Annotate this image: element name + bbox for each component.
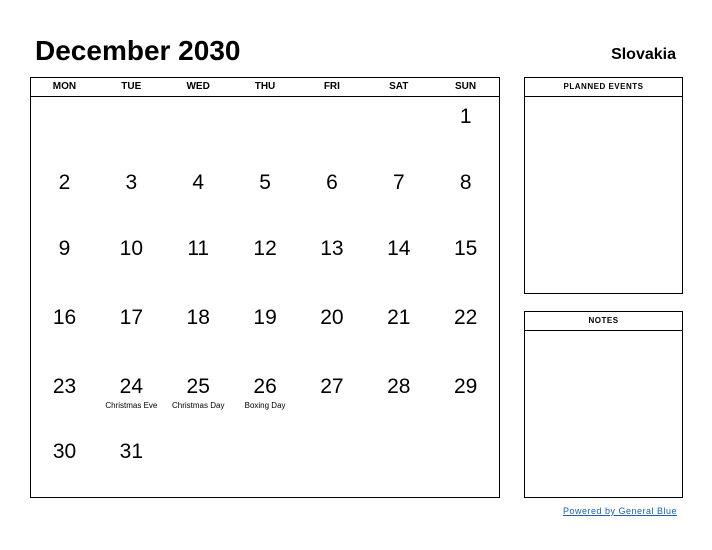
day-cell bbox=[232, 375, 299, 411]
holiday-label: Boxing Day bbox=[244, 401, 286, 410]
weekday-mon: MON bbox=[52, 81, 77, 92]
day-number: 2 bbox=[58, 171, 71, 194]
calendar-grid bbox=[30, 77, 500, 498]
weekday-sun: SUN bbox=[455, 81, 477, 92]
day-number: 12 bbox=[253, 237, 277, 260]
day-number: 30 bbox=[52, 440, 77, 463]
day-number: 20 bbox=[320, 306, 344, 329]
day-cell bbox=[165, 237, 232, 261]
day-number: 24 bbox=[119, 375, 144, 398]
day-number: 5 bbox=[259, 171, 271, 194]
day-number: 19 bbox=[253, 306, 277, 329]
weekday-tue: TUE bbox=[121, 81, 142, 92]
day-cell bbox=[98, 306, 165, 330]
day-number: 26 bbox=[253, 375, 277, 398]
day-cell bbox=[365, 375, 432, 399]
day-number: 3 bbox=[125, 171, 138, 194]
day-cell bbox=[432, 375, 499, 399]
notes-panel bbox=[524, 311, 683, 498]
day-number: 6 bbox=[326, 171, 338, 194]
day-number: 11 bbox=[187, 237, 210, 260]
day-cell bbox=[232, 306, 299, 330]
day-number: 13 bbox=[320, 237, 344, 260]
day-cell bbox=[432, 237, 499, 261]
day-number: 31 bbox=[119, 440, 144, 463]
day-cell bbox=[365, 237, 432, 261]
weekday-header-row bbox=[31, 78, 499, 97]
day-number: 27 bbox=[320, 375, 344, 398]
day-cell bbox=[298, 306, 365, 330]
day-number: 28 bbox=[387, 375, 411, 398]
day-cell bbox=[165, 375, 232, 411]
notes-heading: NOTES bbox=[525, 312, 682, 331]
day-number: 18 bbox=[186, 306, 210, 329]
day-number: 17 bbox=[119, 306, 144, 329]
day-cell bbox=[298, 171, 365, 195]
day-cell bbox=[31, 375, 98, 399]
day-cell bbox=[31, 440, 98, 464]
weekday-sat: SAT bbox=[389, 81, 409, 92]
day-number: 7 bbox=[392, 171, 405, 194]
calendar-body bbox=[31, 97, 499, 497]
day-cell bbox=[98, 171, 165, 195]
day-cell bbox=[31, 306, 98, 330]
day-number: 9 bbox=[58, 237, 71, 260]
day-cell bbox=[298, 375, 365, 399]
day-number: 4 bbox=[192, 171, 205, 194]
powered-by-link[interactable]: Powered by General Blue bbox=[562, 506, 677, 516]
day-cell bbox=[31, 237, 98, 261]
day-number: 29 bbox=[453, 375, 478, 398]
day-cell bbox=[232, 237, 299, 261]
day-number: 8 bbox=[459, 171, 472, 194]
day-cell bbox=[98, 440, 165, 464]
day-number: 15 bbox=[453, 237, 478, 260]
country-label: Slovakia bbox=[611, 46, 676, 63]
planned-events-panel bbox=[524, 77, 683, 294]
day-cell bbox=[232, 171, 299, 195]
day-cell bbox=[432, 105, 499, 129]
day-number: 14 bbox=[387, 237, 411, 260]
day-cell bbox=[165, 171, 232, 195]
day-cell bbox=[432, 171, 499, 195]
day-number: 1 bbox=[459, 105, 472, 128]
day-number: 16 bbox=[52, 306, 77, 329]
day-cell bbox=[98, 375, 165, 411]
weekday-thu: THU bbox=[254, 81, 276, 92]
day-cell bbox=[98, 237, 165, 261]
day-cell bbox=[365, 306, 432, 330]
weekday-fri: FRI bbox=[323, 81, 340, 92]
day-cell bbox=[165, 306, 232, 330]
day-cell bbox=[432, 306, 499, 330]
weekday-wed: WED bbox=[186, 81, 210, 92]
day-number: 21 bbox=[387, 306, 411, 329]
holiday-label: Christmas Eve bbox=[105, 401, 158, 410]
day-number: 25 bbox=[186, 375, 210, 398]
day-cell bbox=[298, 237, 365, 261]
page-title: December 2030 bbox=[35, 35, 241, 66]
day-number: 22 bbox=[453, 306, 478, 329]
planned-events-heading: PLANNED EVENTS bbox=[525, 78, 682, 97]
day-number: 23 bbox=[52, 375, 77, 398]
day-cell bbox=[31, 171, 98, 195]
holiday-label: Christmas Day bbox=[171, 401, 225, 410]
day-number: 10 bbox=[119, 237, 144, 260]
day-cell bbox=[365, 171, 432, 195]
